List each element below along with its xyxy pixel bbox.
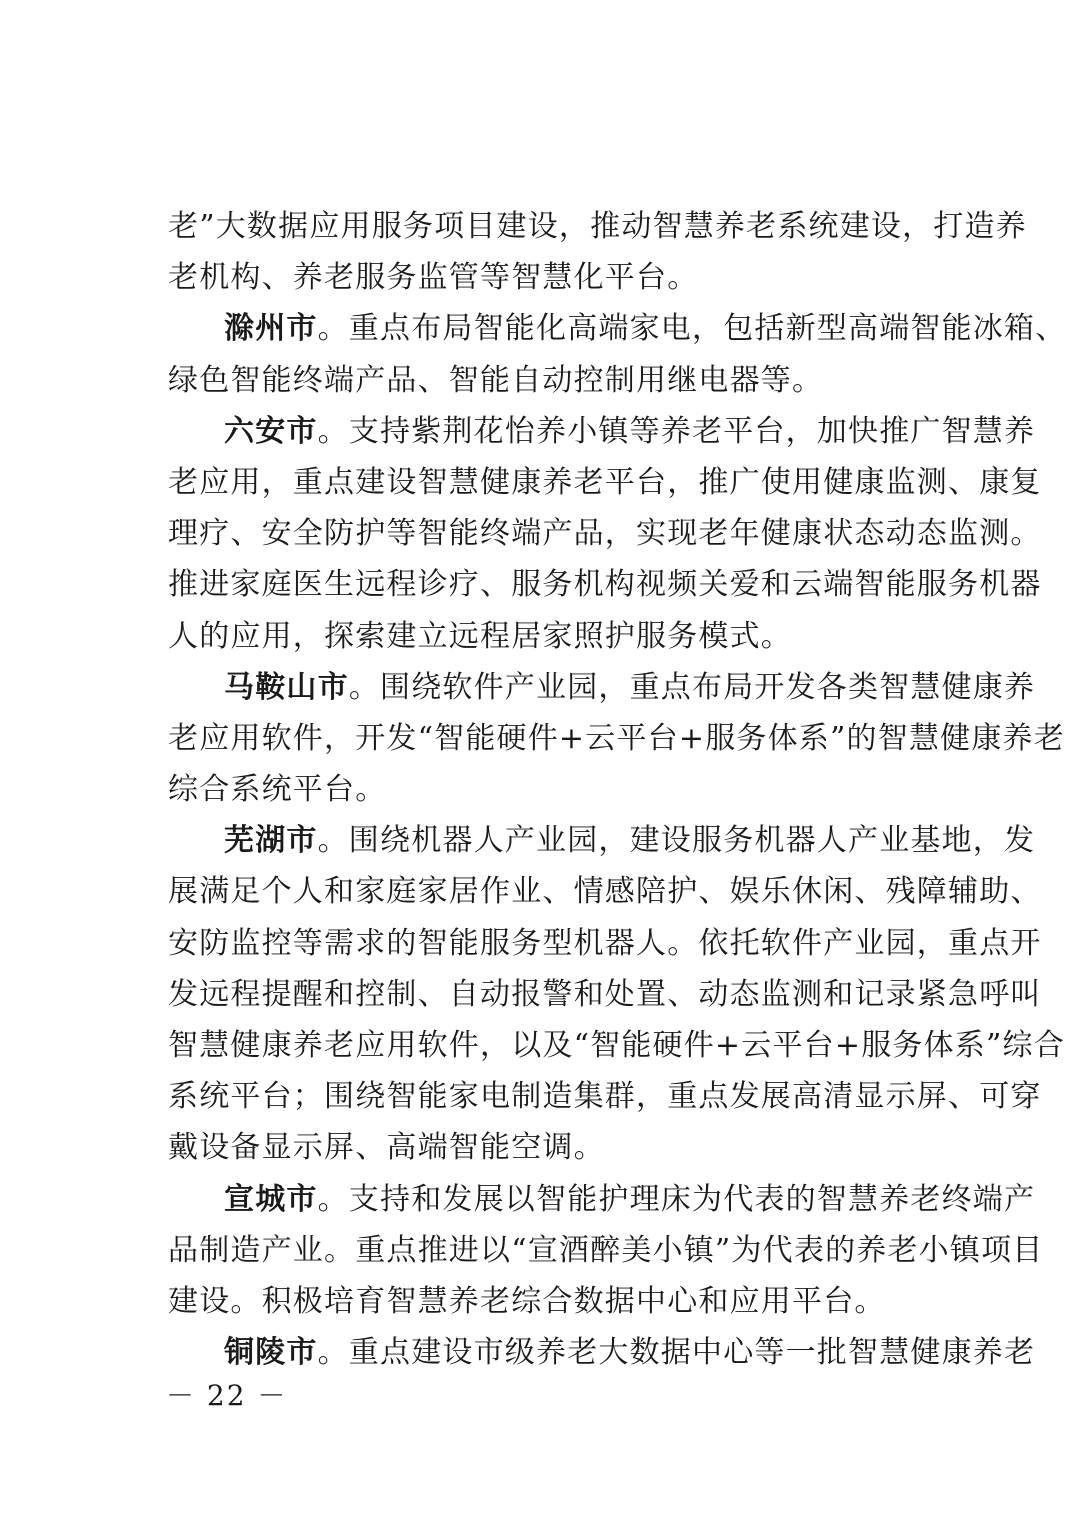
text-line: 人的应用，探索建立远程居家照护服务模式。: [168, 618, 792, 654]
city-name: 马鞍山市: [224, 669, 349, 705]
document-body: [168, 201, 1067, 1378]
paragraph-text: 。围绕机器人产业园，建设服务机器人产业基地，发: [317, 823, 1036, 859]
text-line: 安防监控等需求的智能服务型机器人。依托软件产业园，重点开: [168, 925, 1042, 961]
paragraph-text: 。围绕软件产业园，重点布局开发各类智慧健康养: [348, 669, 1036, 705]
paragraph-start-chuzhou: [168, 303, 1067, 354]
paragraph-start-luan: [168, 406, 1036, 457]
paragraph-start-maanshan: [168, 662, 1036, 713]
paragraph-start-tongling: [168, 1327, 1036, 1378]
paragraph-start-wuhu: [168, 815, 1036, 866]
text-line: 发远程提醒和控制、自动报警和处置、动态监测和记录紧急呼叫: [168, 976, 1042, 1012]
paragraph-text: 。重点建设市级养老大数据中心等一批智慧健康养老: [317, 1335, 1036, 1371]
paragraph-text: 。支持和发展以智能护理床为代表的智慧养老终端产: [317, 1181, 1036, 1217]
text-line: 老应用软件，开发“智能硬件+云平台+服务体系”的智慧健康养老: [168, 720, 1065, 756]
text-line: 综合系统平台。: [168, 772, 387, 808]
city-name: 芜湖市: [224, 823, 318, 859]
text-line: 老应用，重点建设智慧健康养老平台，推广使用健康监测、康复: [168, 464, 1042, 500]
text-line: 老”大数据应用服务项目建设，推动智慧养老系统建设，打造养: [168, 209, 1027, 244]
city-name: 宣城市: [224, 1181, 318, 1217]
text-line: 理疗、安全防护等智能终端产品，实现老年健康状态动态监测。: [168, 516, 1042, 552]
text-line: 老机构、养老服务监管等智慧化平台。: [168, 260, 699, 296]
text-line: 推进家庭医生远程诊疗、服务机构视频关爱和云端智能服务机器: [168, 567, 1042, 603]
text-line: 系统平台；围绕智能家电制造集群，重点发展高清显示屏、可穿: [168, 1079, 1042, 1115]
paragraph-start-xuancheng: [168, 1174, 1036, 1225]
text-line: 品制造产业。重点推进以“宣酒醉美小镇”为代表的养老小镇项目: [168, 1232, 1044, 1268]
page-number: － 22 －: [166, 1379, 288, 1412]
paragraph-text: 。重点布局智能化高端家电，包括新型高端智能冰箱、: [317, 311, 1067, 347]
city-name: 铜陵市: [224, 1335, 318, 1371]
text-line: 建设。积极培育智慧养老综合数据中心和应用平台。: [168, 1283, 886, 1319]
city-name: 六安市: [224, 413, 318, 449]
paragraph-text: 。支持紫荆花怡养小镇等养老平台，加快推广智慧养: [317, 413, 1036, 449]
text-line: 绿色智能终端产品、智能自动控制用继电器等。: [168, 362, 824, 398]
city-name: 滁州市: [224, 311, 318, 347]
text-line: 戴设备显示屏、高端智能空调。: [168, 1130, 605, 1166]
text-line: 展满足个人和家庭家居作业、情感陪护、娱乐休闲、残障辅助、: [168, 874, 1042, 910]
text-line: 智慧健康养老应用软件，以及“智能硬件+云平台+服务体系”综合: [168, 1028, 1065, 1063]
